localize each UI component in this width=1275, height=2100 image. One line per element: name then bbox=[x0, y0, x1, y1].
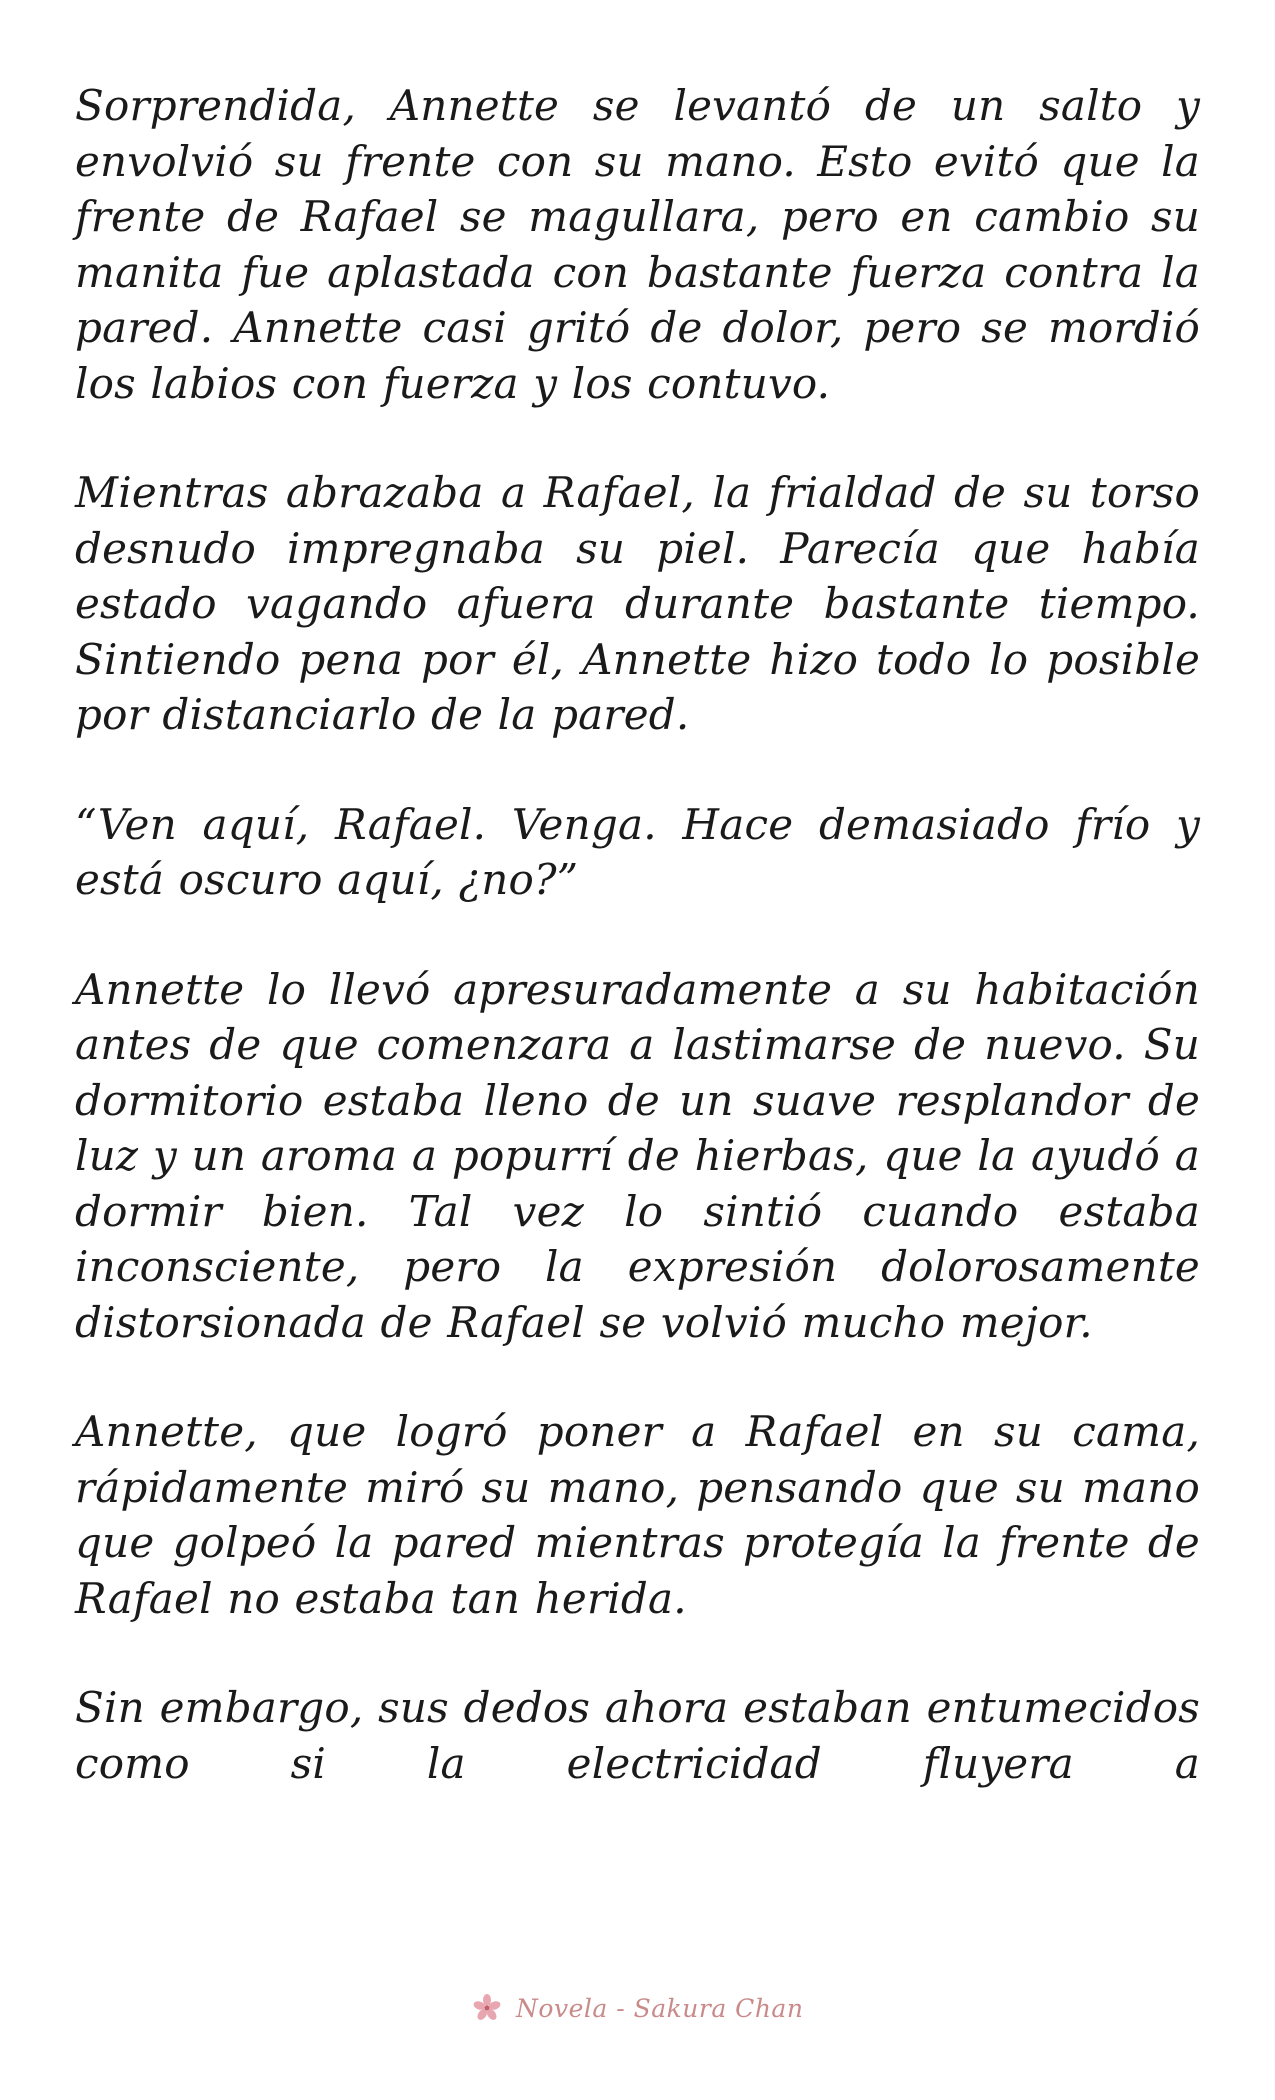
paragraph: Annette lo llevó apresuradamente a su habitación antes de que comenzara a lastimarse de nuevo. Su dormitorio estaba lleno de un suave resplandor de luz y un aroma a popurrí de hierbas, que la ayudó a dormir bien. Tal vez lo sintió cuando estaba inconsciente, pero la expresión dolorosamente distorsionada de Rafael se volvió mucho mejor. bbox=[75, 964, 1200, 1347]
footer-watermark bbox=[0, 1993, 1275, 2023]
sakura-flower-icon bbox=[472, 1993, 502, 2023]
text-body bbox=[75, 78, 1200, 1845]
paragraph: Sorprendida, Annette se levantó de un salto y envolvió su frente con su mano. Esto evitó que la frente de Rafael se magullara, pero en cambio su manita fue aplastada con bastante fuerza contra la pared. Annette casi gritó de dolor, pero se mordió los labios con fuerza y los contuvo. bbox=[75, 81, 1200, 408]
paragraph: Mientras abrazaba a Rafael, la frialdad de su torso desnudo impregnaba su piel. Parecía que había estado vagando afuera durante bastante tiempo. Sintiendo pena por él, Annette hizo todo lo posible por distanciarlo de la pared. bbox=[75, 468, 1200, 739]
paragraph: Sin embargo, sus dedos ahora estaban entumecidos como si la electricidad fluyera a bbox=[75, 1683, 1200, 1788]
watermark-text: Novela - Sakura Chan bbox=[516, 1994, 804, 2023]
paragraph: “Ven aquí, Rafael. Venga. Hace demasiado frío y está oscuro aquí, ¿no?” bbox=[75, 799, 1200, 904]
paragraph: Annette, que logró poner a Rafael en su cama, rápidamente miró su mano, pensando que su mano que golpeó la pared mientras protegía la frente de Rafael no estaba tan herida. bbox=[75, 1407, 1200, 1623]
